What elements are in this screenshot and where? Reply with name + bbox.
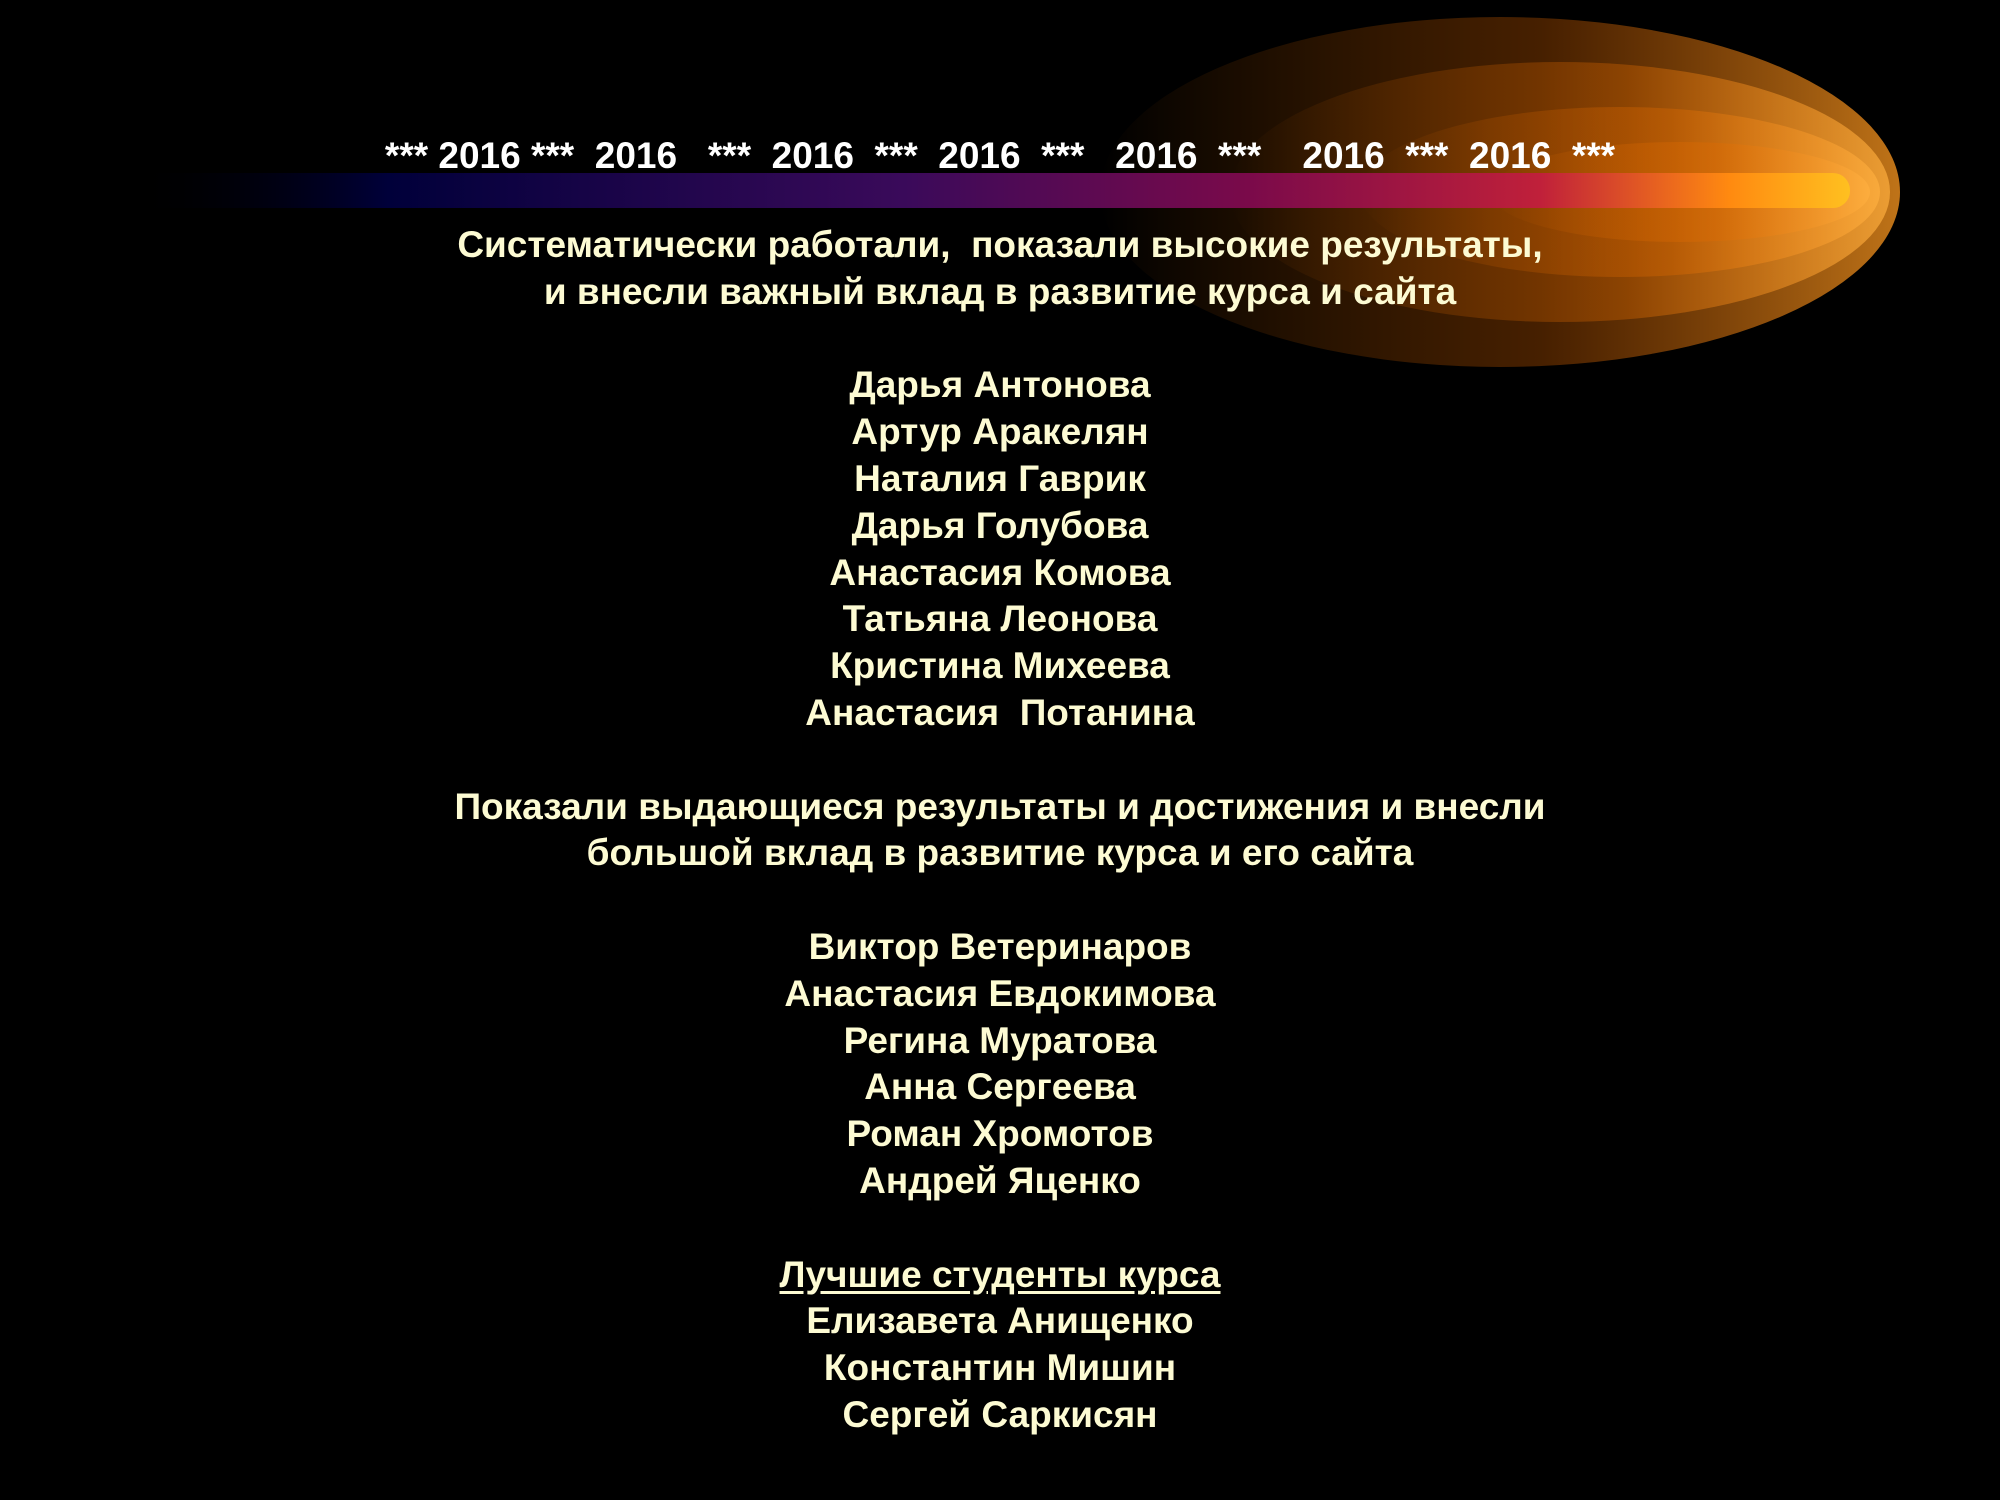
spacer bbox=[0, 316, 2000, 363]
awards-list bbox=[0, 222, 2000, 1452]
section1-name: Анастасия Потанина bbox=[805, 691, 1195, 733]
spacer bbox=[0, 877, 2000, 924]
section3-name: Константин Мишин bbox=[823, 1347, 1177, 1389]
year-banner: *** 2016 *** 2016 *** 2016 *** 2016 *** 2016 *** 2016 *** 2016 *** bbox=[384, 135, 1616, 176]
section2-name: Анастасия Евдокимова bbox=[784, 972, 1216, 1014]
section3-name: Елизавета Анищенко bbox=[806, 1300, 1194, 1342]
section2-name: Анна Сергеева bbox=[864, 1066, 1136, 1108]
section1-name: Татьяна Леонова bbox=[842, 598, 1158, 640]
section3-name: Сергей Саркисян bbox=[842, 1393, 1158, 1435]
section1-heading-line2: и внесли важный вклад в развитие курса и сайта bbox=[543, 270, 1457, 312]
section1-name: Кристина Михеева bbox=[830, 645, 1170, 687]
section2-heading-line2: большой вклад в развитие курса и его сайта bbox=[586, 832, 1414, 874]
section3-heading: Лучшие студенты курса bbox=[779, 1253, 1221, 1295]
section3-heading-line bbox=[0, 1252, 2000, 1299]
section1-name: Дарья Голубова bbox=[851, 504, 1149, 546]
section2-name: Андрей Яценко bbox=[859, 1159, 1141, 1201]
section1-name: Артур Аракелян bbox=[851, 411, 1149, 453]
section1-name: Дарья Антонова bbox=[849, 364, 1151, 406]
section2-heading-line1: Показали выдающиеся результаты и достижения и внесли bbox=[454, 785, 1546, 827]
section1-name: Анастасия Комова bbox=[829, 551, 1171, 593]
section1-heading-line1: Систематически работали, показали высокие результаты, bbox=[457, 224, 1543, 265]
spacer bbox=[0, 737, 2000, 784]
section1-name: Наталия Гаврик bbox=[854, 457, 1146, 499]
spacer bbox=[0, 1205, 2000, 1252]
section2-name: Роман Хромотов bbox=[846, 1113, 1154, 1155]
section2-name: Виктор Ветеринаров bbox=[808, 925, 1192, 967]
section2-name: Регина Муратова bbox=[843, 1019, 1157, 1061]
